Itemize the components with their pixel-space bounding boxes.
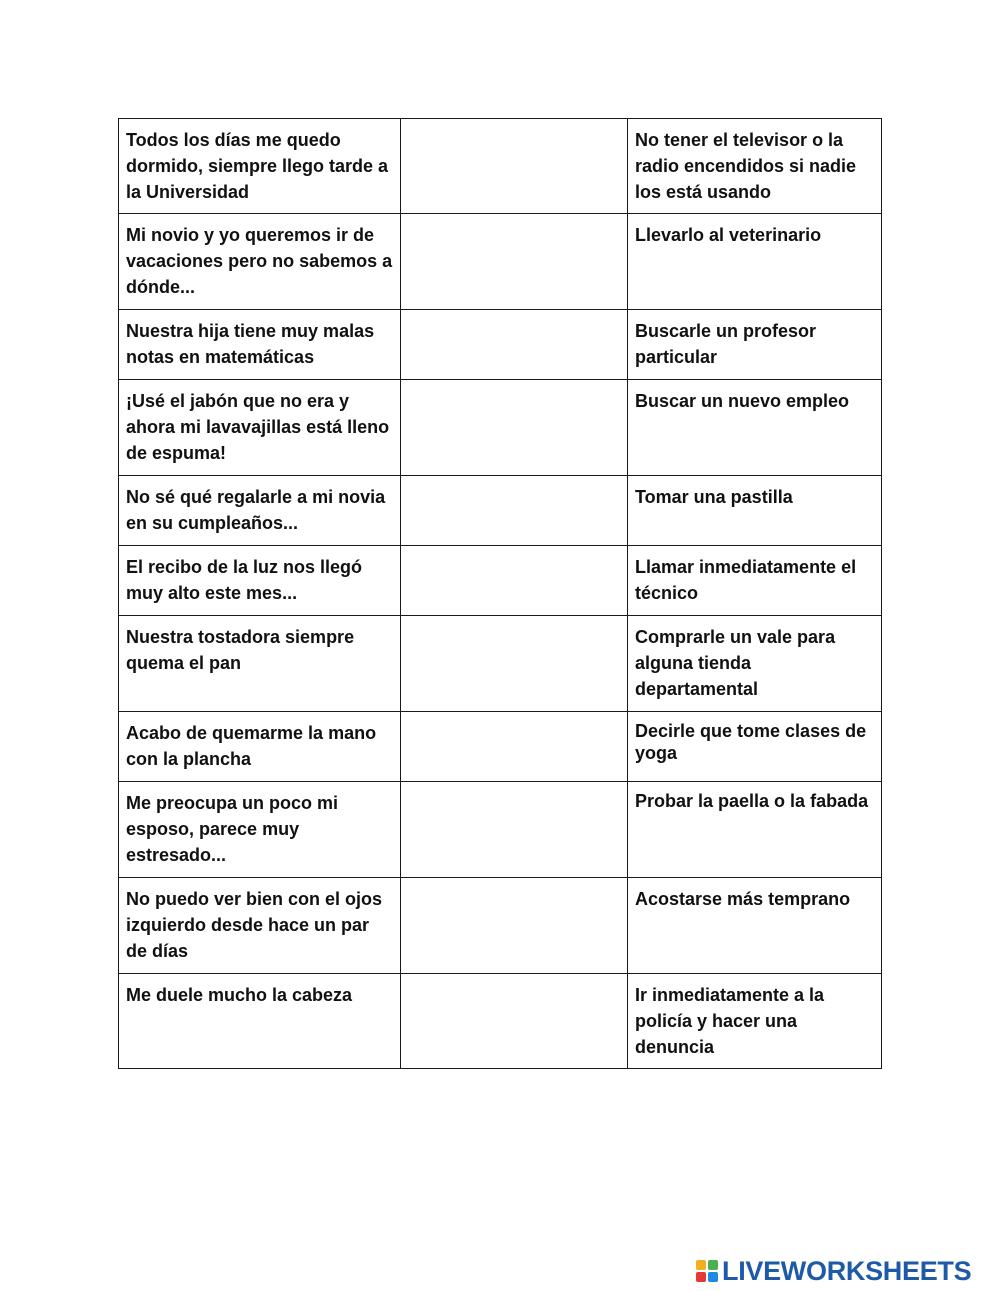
answer-cell[interactable] [401,380,628,476]
problem-cell: Nuestra tostadora siempre quema el pan [119,616,401,712]
liveworksheets-logo-icon [696,1260,718,1282]
problem-cell: No sé qué regalarle a mi novia en su cumpleaños... [119,476,401,546]
table-row [119,380,882,476]
table-row [119,974,882,1069]
table-row [119,712,882,782]
solution-cell: Buscarle un profesor particular [628,310,882,380]
solution-cell: Comprarle un vale para alguna tienda departamental [628,616,882,712]
answer-cell[interactable] [401,782,628,878]
logo-square [696,1260,706,1270]
solution-cell: Llevarlo al veterinario [628,214,882,310]
problem-cell: Todos los días me quedo dormido, siempre llego tarde a la Universidad [119,119,401,214]
problem-cell: El recibo de la luz nos llegó muy alto este mes... [119,546,401,616]
solution-cell: Decirle que tome clases de yoga [628,712,882,782]
problem-cell: ¡Usé el jabón que no era y ahora mi lavavajillas está lleno de espuma! [119,380,401,476]
answer-cell[interactable] [401,878,628,974]
liveworksheets-brand [696,1256,971,1286]
matching-table [118,118,882,1069]
answer-cell[interactable] [401,214,628,310]
solution-cell: Buscar un nuevo empleo [628,380,882,476]
table-row [119,214,882,310]
solution-cell: Llamar inmediatamente el técnico [628,546,882,616]
table-row [119,616,882,712]
answer-cell[interactable] [401,310,628,380]
solution-cell: No tener el televisor o la radio encendidos si nadie los está usando [628,119,882,214]
problem-cell: Me preocupa un poco mi esposo, parece muy estresado... [119,782,401,878]
table-row [119,878,882,974]
problem-cell: Acabo de quemarme la mano con la plancha [119,712,401,782]
problem-cell: Nuestra hija tiene muy malas notas en matemáticas [119,310,401,380]
answer-cell[interactable] [401,712,628,782]
solution-cell: Ir inmediatamente a la policía y hacer una denuncia [628,974,882,1069]
problem-cell: Mi novio y yo queremos ir de vacaciones pero no sabemos a dónde... [119,214,401,310]
problem-cell: No puedo ver bien con el ojos izquierdo desde hace un par de días [119,878,401,974]
answer-cell[interactable] [401,476,628,546]
logo-square [696,1272,706,1282]
answer-cell[interactable] [401,546,628,616]
table-row [119,476,882,546]
table-row [119,310,882,380]
logo-square [708,1260,718,1270]
answer-cell[interactable] [401,974,628,1069]
solution-cell: Acostarse más temprano [628,878,882,974]
table-row [119,782,882,878]
answer-cell[interactable] [401,616,628,712]
solution-cell: Tomar una pastilla [628,476,882,546]
table-row [119,546,882,616]
problem-cell: Me duele mucho la cabeza [119,974,401,1069]
table-row [119,119,882,214]
solution-cell: Probar la paella o la fabada [628,782,882,878]
brand-name: LIVEWORKSHEETS [722,1256,972,1286]
logo-square [708,1272,718,1282]
answer-cell[interactable] [401,119,628,214]
